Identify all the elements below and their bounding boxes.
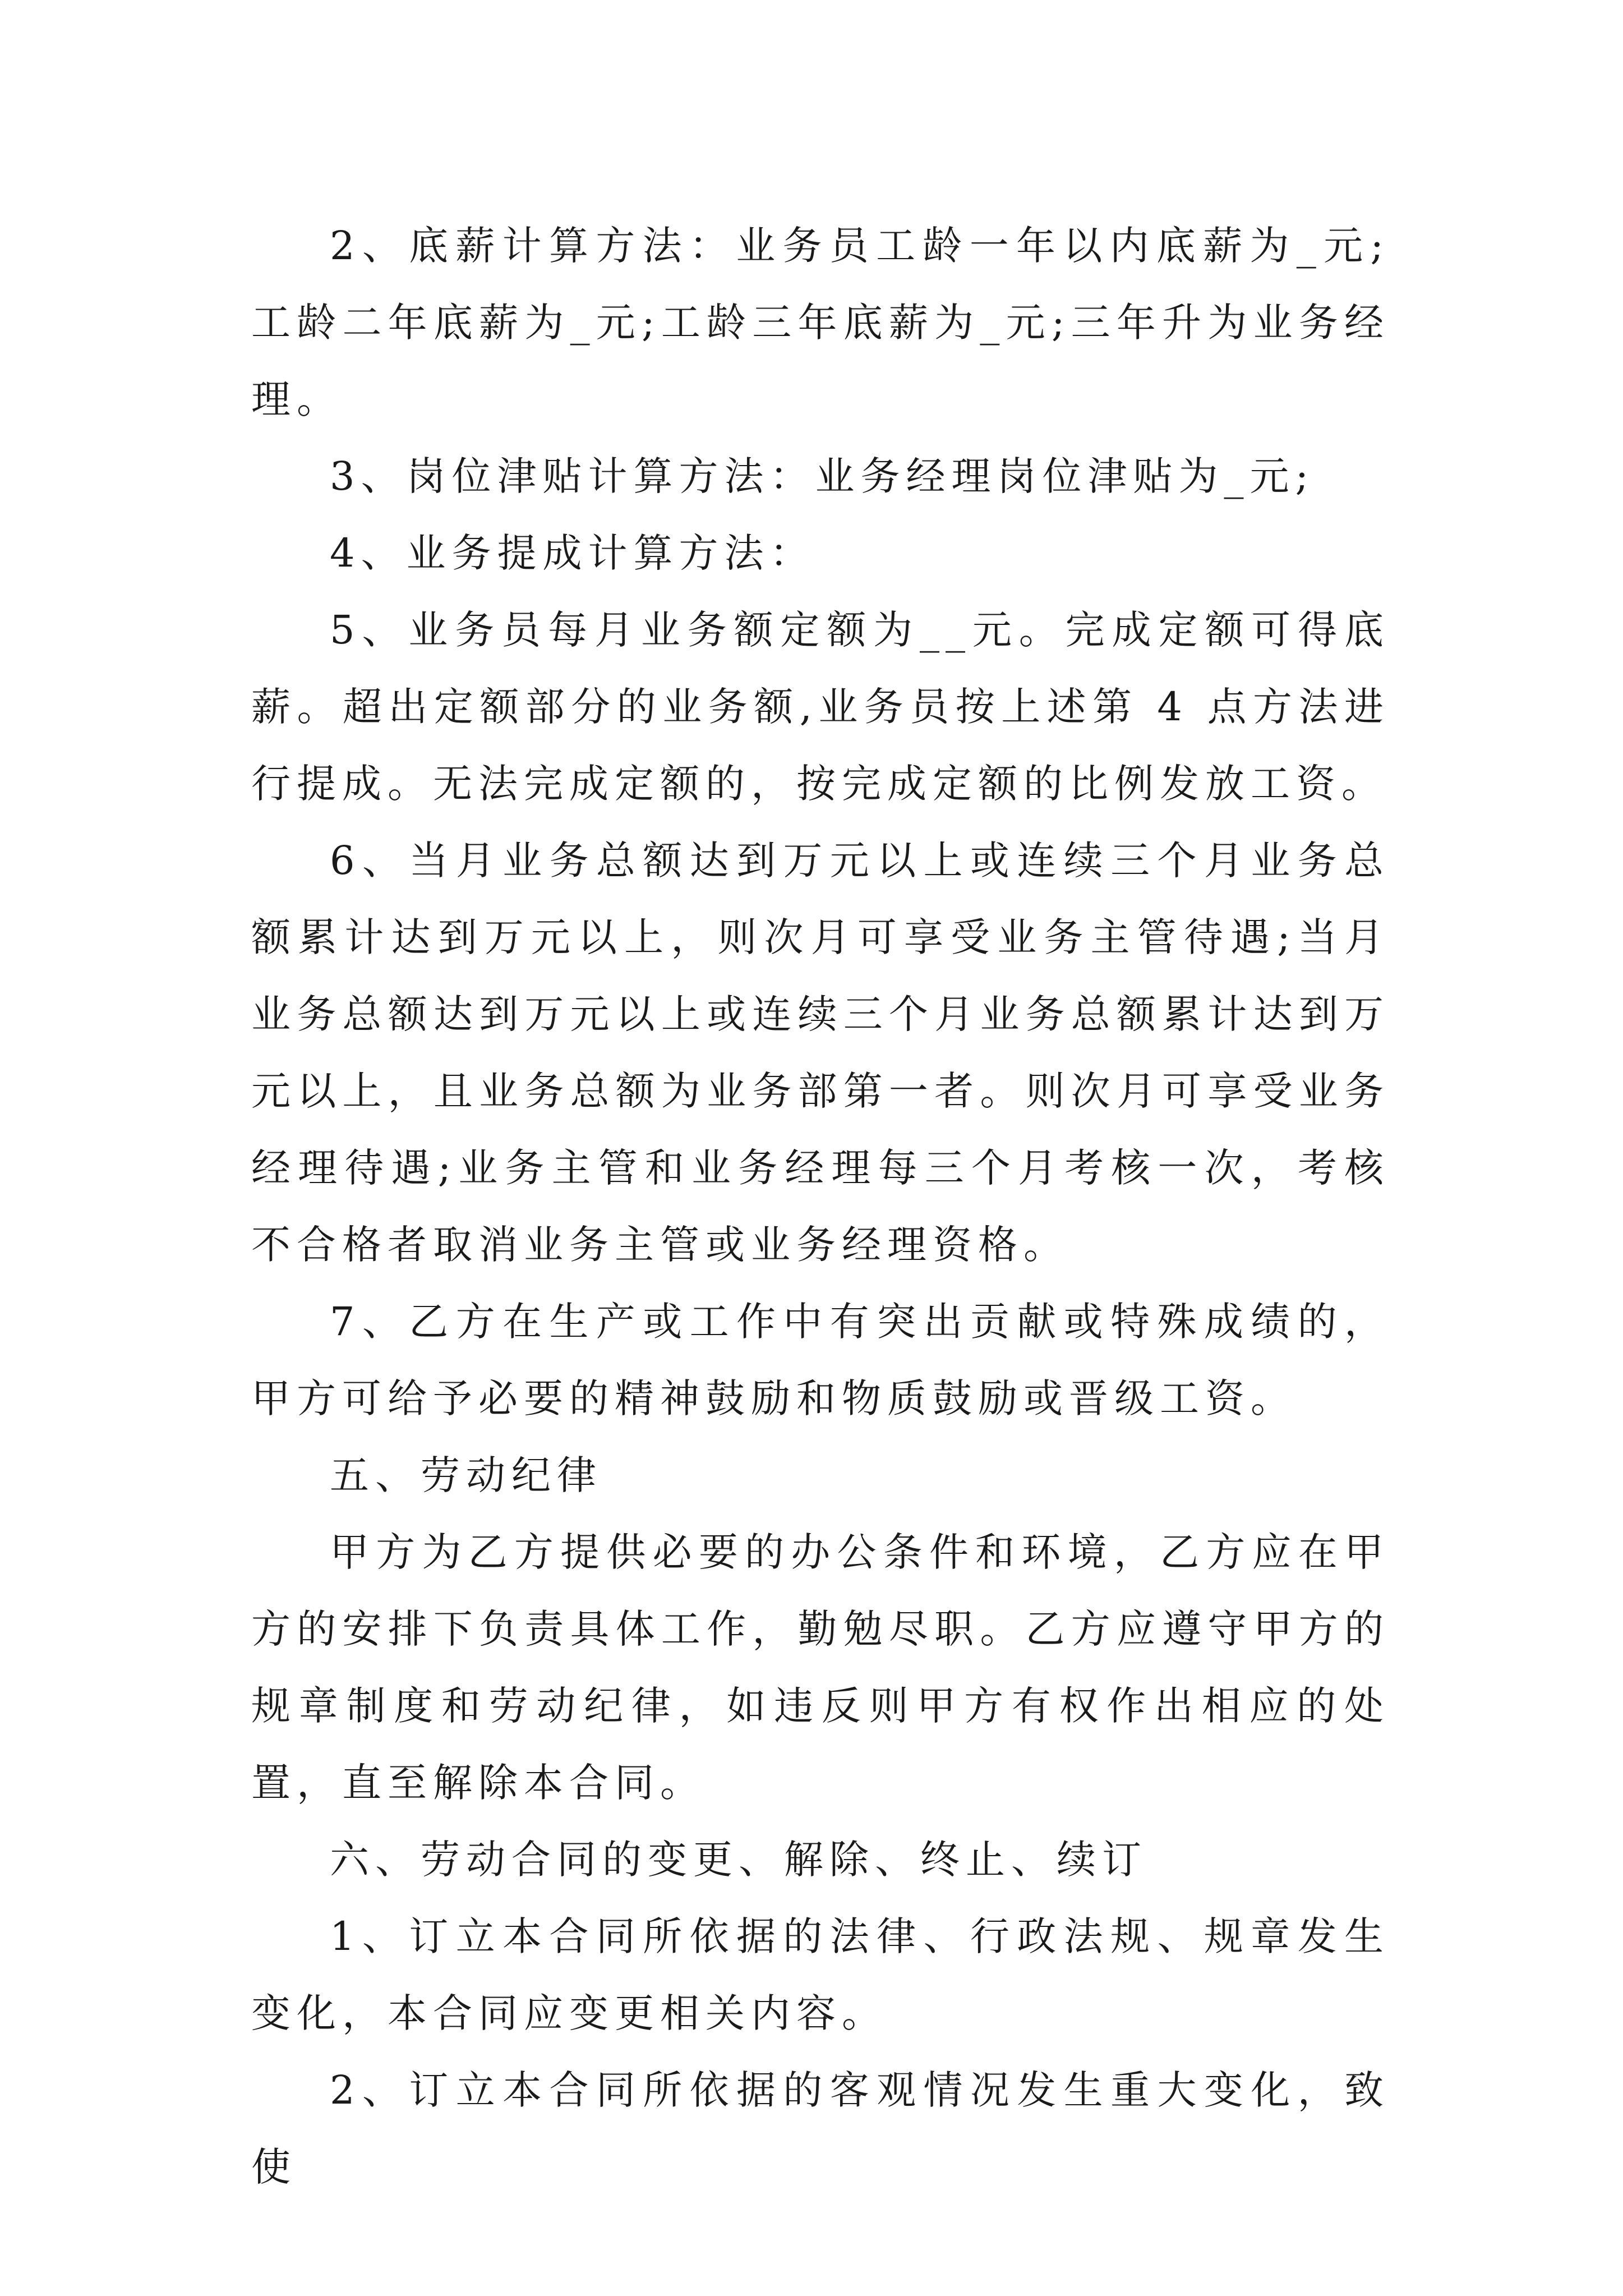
document-body: [251, 208, 1390, 2206]
section-heading-labor-discipline: 五、劳动纪律: [330, 1452, 602, 1498]
paragraph-rewards: 7、乙方在生产或工作中有突出贡献或特殊成绩的，甲方可给予必要的精神鼓励和物质鼓励或晋级工资。: [251, 1299, 1390, 1421]
paragraph-monthly-quota: 5、业务员每月业务额定额为__元。完成定额可得底薪。超出定额部分的业务额,业务员按上述第 4 点方法进行提成。无法完成定额的，按完成定额的比例发放工资。: [251, 607, 1390, 807]
paragraph-commission: 4、业务提成计算方法：: [330, 530, 815, 576]
paragraph-base-salary: 2、底薪计算方法：业务员工龄一年以内底薪为_元;工龄二年底薪为_元;工龄三年底薪为_元;三年升为业务经理。: [251, 223, 1390, 422]
paragraph-promotion: 6、当月业务总额达到万元以上或连续三个月业务总额累计达到万元以上，则次月可享受业务主管待遇;当月业务总额达到万元以上或连续三个月业务总额累计达到万元以上，且业务总额为业务部第一者。则次月可享受业务经理待遇;业务主管和业务经理每三个月考核一次，考核不合格者取消业务主管或业务经理资格。: [251, 838, 1390, 1268]
section-heading-contract-changes: 六、劳动合同的变更、解除、终止、续订: [330, 1837, 1147, 1883]
paragraph-objective-change: 2、订立本合同所依据的客观情况发生重大变化，致使: [251, 2067, 1390, 2190]
paragraph-law-change: 1、订立本合同所依据的法律、行政法规、规章发生变化，本合同应变更相关内容。: [251, 1913, 1390, 2036]
paragraph-labor-discipline: 甲方为乙方提供必要的办公条件和环境，乙方应在甲方的安排下负责具体工作，勤勉尽职。乙方应遵守甲方的规章制度和劳动纪律，如违反则甲方有权作出相应的处置，直至解除本合同。: [251, 1529, 1390, 1806]
paragraph-position-allowance: 3、岗位津贴计算方法：业务经理岗位津贴为_元;: [330, 453, 1315, 499]
